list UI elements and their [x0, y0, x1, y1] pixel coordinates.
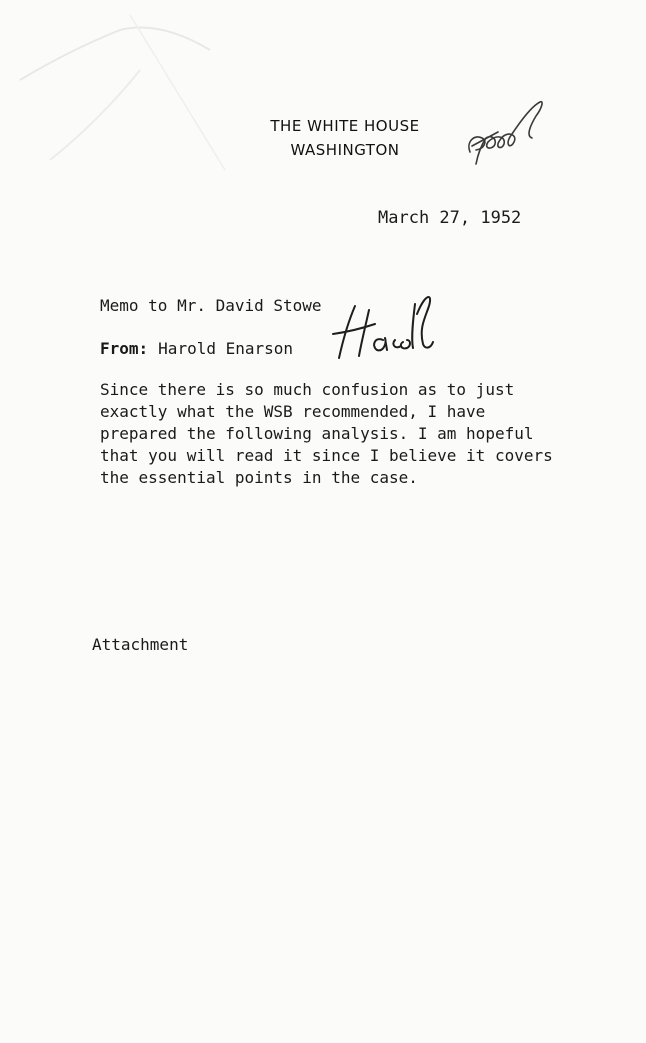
- memo-body-line: Since there is so much confusion as to just: [100, 380, 515, 399]
- letterhead-title: THE WHITE HOUSE: [270, 117, 420, 135]
- memo-body-line: that you will read it since I believe it covers: [100, 446, 553, 465]
- memo-body-line: the essential points in the case.: [100, 468, 418, 487]
- memo-body: [100, 379, 630, 489]
- paper-crease-mark: [10, 10, 230, 180]
- memo-body-line: prepared the following analysis. I am hopeful: [100, 424, 534, 443]
- letterhead-city: WASHINGTON: [290, 141, 400, 159]
- handwritten-signature-harold: [325, 284, 435, 364]
- handwritten-file-note: [448, 94, 558, 174]
- letterhead: [230, 114, 460, 162]
- memo-body-line: exactly what the WSB recommended, I have: [100, 402, 486, 421]
- attachment-note: Attachment: [92, 635, 189, 654]
- memo-date: March 27, 1952: [378, 208, 522, 228]
- from-name: Harold Enarson: [158, 339, 294, 358]
- from-label: From:: [100, 339, 149, 358]
- memo-recipient-line: Memo to Mr. David Stowe: [100, 296, 322, 315]
- memo-sender-line: [100, 339, 293, 358]
